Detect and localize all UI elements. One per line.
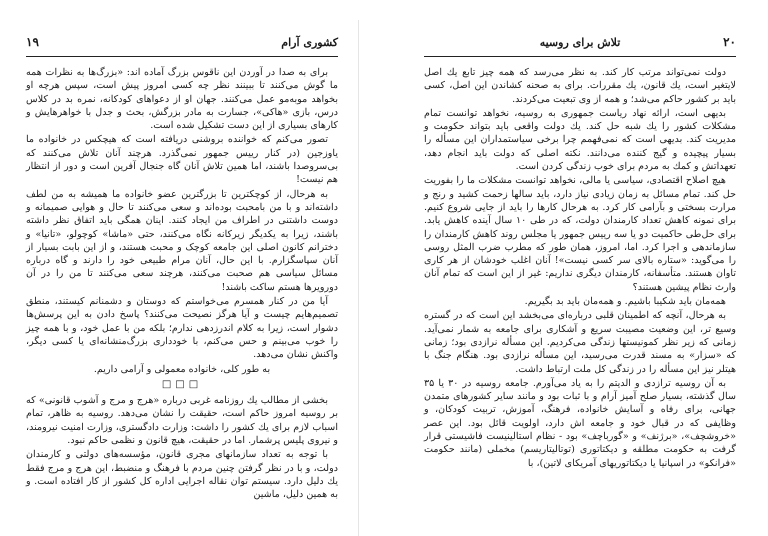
paragraph: به طور کلی، خانواده معمولی و آرامی داریم. <box>93 363 271 375</box>
paragraph: با توجه به تعداد سازمانهای مجری قانون، مؤسسه‌های دولتی و کارمندان دولت، و با در نظر گرفتن چنین مردم با فرهنگ و منضبط، این هرج و مرج فقط یك دلیل دارد. سیستم توان نقاله اجرایی اداره کل کشور از کار افتاده است. و به همین دلیل، ماشین <box>26 449 338 501</box>
left-page <box>6 20 359 536</box>
right-page-body <box>424 66 736 536</box>
paragraph: همه‌مان باید شکیبا باشیم. و همه‌مان باید بد بگیریم. <box>524 296 726 308</box>
left-page-body <box>26 66 338 536</box>
running-title: کشوری آرام <box>281 36 338 49</box>
left-page-header <box>26 32 338 57</box>
paragraph: به هرحال، آنچه که اطمینان قلبی درباره‌ای می‌بخشد این است که در گستره وسیع تر، این وضعیت مصیبت سریع و آشکاری برای جامعه به شمار نمی‌آید. زمانی که زیر نظر کمونیستها زندگی می‌کردیم. این مسأله نرازدی بود؛ زمانی که «سزار» به مسند قدرت می‌رسید، این مسأله نرازدی بود. هنگام جنگ با هیتلر نیز این مسأله را در زندگی کل ملت ارتباط داشت. <box>424 310 736 375</box>
page-number: ۲۰ <box>723 35 736 49</box>
paragraph: به آن روسیه ترازدی و الدیتم را به یاد می‌آورم. جامعه روسیه در ۳۰ یا ۳۵ سال گذشته، بسیار صلح آمیز آرام و با ثبات بود و مانند سایر کشورهای متمدن جهانی، برای رفاه و آسایش خانواده، فرهنگ، آموزش، تربیت کودکان، و وظایفی که در قبال خود و جامعه اش دارد، اولویت قائل بود. این عصر «خروشچف»، «برژنف» و «گورباچف» بود - نظام استالینیست فاشیستی قرار گرفت به حکومت مطلقه و دیکتاتوری (توتالیتاریسم) مخملی (مانند حکومت «فرانکو» در اسپانیا یا دیکتاتوریهای آمریکای لاتین)، با <box>424 377 736 469</box>
page-number: ۱۹ <box>26 35 39 49</box>
paragraph: بدیهی است، ارائه نهاد ریاست جمهوری به روسیه، نخواهد توانست تمام مشکلات کشور را یك شبه حل کند. یك دولت واقعی باید بتواند حکومت و مدیریت کند. بدیهی است که نمی‌فهمم چرا برخی سیاستمداران این مسأله را بسیار پیچیده و گیج کننده می‌دانند. نکته اصلی که دولت باید انجام دهد، تعهداتش و کمك به مردم برای خوب زندگی کردن است. <box>424 107 736 173</box>
right-page-header <box>424 32 736 57</box>
paragraph: تصور می‌کنم که خواننده بروشنی دریافته است که هیچکس در خانواده ما یاوزجین (در کنار رییس جمهور نمی‌گذرد. هرچند آنان تلاش می‌کنند که بی‌سروصدا باشند، اما همین تلاش آنان گاه جنجال آفرین است و دور از انتظار هم نیست! <box>26 134 338 186</box>
right-page <box>404 20 756 536</box>
paragraph: بخشی از مطالب یك روزنامه غربی درباره «هرج و مرج و آشوب قانونی» که بر روسیه امروز حاکم است، حقیقت را نشان می‌دهد. روسیه به ظاهر، تمام اسباب لازم برای یك کشور را داشت: وزارت دادگستری، وزارت امنیت نیرومند، و نیروی پلیس پرشمار. اما در حقیقت، هیچ قانون و نظمی حاکم نبود. <box>26 395 338 447</box>
section-separator: □□□ <box>161 378 203 390</box>
paragraph: به هرحال، از کوچکترین تا بزرگترین عضو خانواده ما همیشه به من لطف داشته‌اند و با من بامحبت بوده‌اند و سعی می‌کنند تا حال و هوایی صمیمانه و دوست داشتنی در اطراف من ایجاد کنند. اینان همگی باید اتفاق نظر داشته باشند، زیرا به یکدیگر زیرکانه نگاه می‌کنند، حتی «ماشا» کوچولو، «تانیا» و دخترانم کانون اصلی این جامعه کوچک و محبت هستند، و از این بابت بسیار از آنان سپاسگزارم. با این حال، آنان مرام طبیعی خود را دارند و گاه درباره مسائل سیاسی هم صحبت می‌کنند، هرچند سعی می‌کنند تا من را در آن دورویرها هستم ساکت باشند! <box>26 188 338 293</box>
paragraph: آیا من در کنار همسرم می‌خواستم که دوستان و دشمنانم کیستند، منطق تصمیم‌هایم چیست و آیا هرگز نصیحت می‌کنند؟ پاسخ دادن به این پرسش‌ها دشوار است، زیرا به کلام اندرزدهی ندارم؛ بلکه من با عمل خود، و با همه چیز را خوب می‌بینم و حس می‌کنم، با خودداری بزرگ‌منشانه‌ای یا کسی دیگر، واکنش نشان می‌دهد. <box>26 296 338 361</box>
paragraph: برای به صدا در آوردن این ناقوس بزرگ آماده اند: «بزرگ‌ها به نظرات همه ما گوش می‌کنند تا ببینند نظر چه کسی امروز پیش است، سپس هرچه او بخواهد مو‌به‌مو عمل می‌کنند. جهان او از دعواهای کودکانه، نمره بد در کلاس درس، بازی «هاکی»، جسارت به مادر بزرگش، بحث و جدل با خواهرهایش و کارهای بسیاری از این دست تشکیل شده است. <box>26 67 338 132</box>
paragraph: هیچ اصلاح اقتصادی، سیاسی یا مالی، نخواهد توانست مشکلات ما را بفوریت حل کند. تمام مسائل به زمان زیادی نیاز دارد، باید سالها زحمت کشید و رنج و مرارت بسختی و بآرامی کار کرد. به هرحال کارها را باید از جایی شروع کنیم. برای نمونه کاهش تعداد کارمندان دولت، که در طی ۱۰ سال آینده کاهش یابد. برای حل‌طی حاکمیت دو یا سه رییس جمهور یا مجلس روند کاهش کارمندان را سازماندهی و اجرا کرد. اما، امروز، همان طور که مطرب ضرب المثل روسی را می‌گوید: «ستاره بالای سر کسی نیست»! آنان اغلب خودشان از هر کاری تاوان هستند. متأسفانه، کارمندان دیگری نداریم: غیر از این است که تمام آنان وارث نظام پیشین هستند؟ <box>424 175 736 293</box>
book-gutter <box>382 20 392 536</box>
running-title: تلاش برای روسیه <box>539 36 621 49</box>
paragraph: دولت نمی‌تواند مرتب کار کند. به نظر می‌رسد که همه چیز تابع یك اصل لایتغیر است، یك قانون، یك مقررات. برای به صحنه کشاندن این اصل، کسی باید بر کشور حاکم می‌شد؛ و همه از وی تبعیت می‌کردند. <box>424 67 736 105</box>
